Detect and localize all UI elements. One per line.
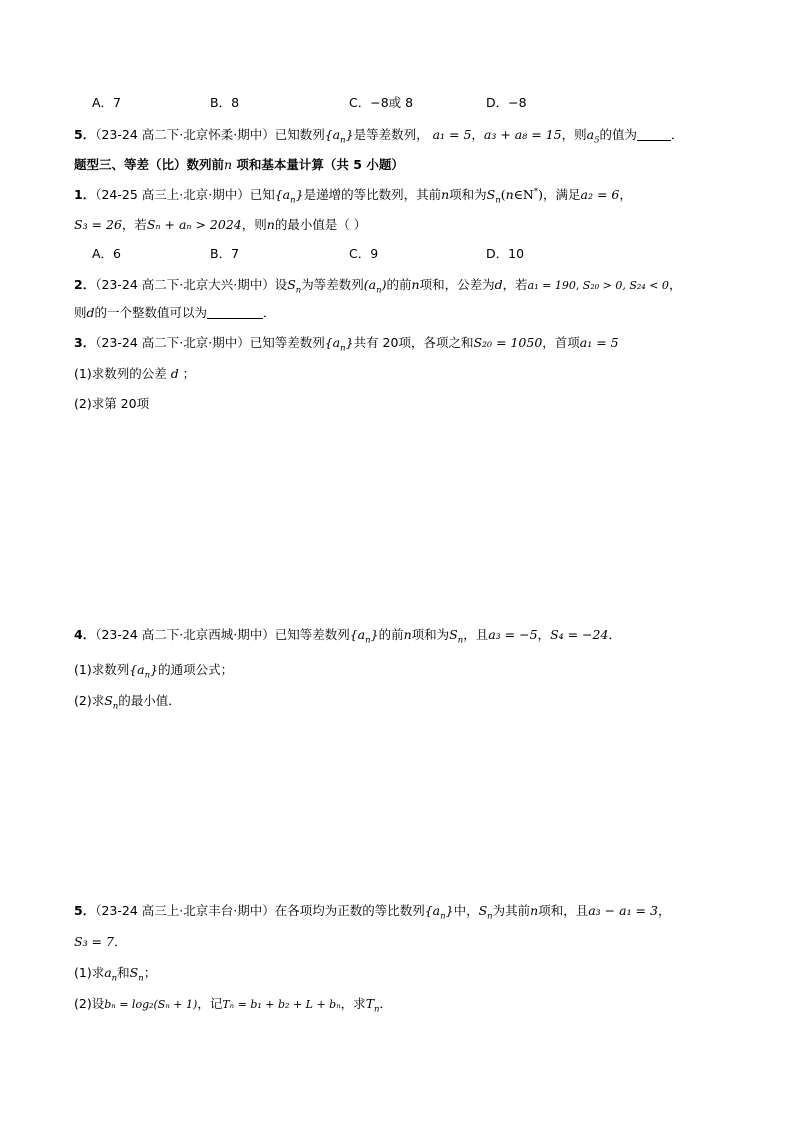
q5a-cond2: a₃ + a₈ = 15 [483,127,562,142]
question-4-part-1: (1)求数列$\{a_n\}$的通项公式； [74,662,234,681]
question-1-line-1: 1．（24-25 高三上·北京·期中）已知$\{a_n\}$是递增的等比数列，其前n项和为$S_n(n\in N^*)$，满足a₂ = 6， [74,186,632,206]
question-4-part-2: (2)求$S_n$的最小值． [74,693,181,712]
question-2-line-1: 2．（23-24 高二下·北京大兴·期中）设$S_n$为等差数列$(a_n)$的前n项和，公差为d，若a₁ = 190, S₂₀ > 0, S₂₄ < 0， [74,277,682,296]
option-a: A．7 [92,95,122,110]
question-3: 3．（23-24 高二下·北京·期中）已知等差数列$\{a_n\}$共有 20项，各项之和S₂₀ = 1050，首项a₁ = 5 [74,335,619,354]
answer-blank [207,306,263,319]
q1-option-b: B．7 [210,246,240,261]
answer-blank [637,128,671,141]
section-title: 题型三、等差（比）数列前n 项和基本量计算（共 5 小题） [74,157,404,172]
question-5b-part-2: (2)设bₙ = log₂(Sₙ + 1)，记Tₙ = b₁ + b₂ + L + bₙ，求$T_n$． [74,996,393,1015]
question-2-line-2: 则d的一个整数值可以为 ． [74,305,276,320]
q5a-cond1: a₁ = 5 [432,127,472,142]
question-3-part-1: (1)求数列的公差 d ； [74,366,196,381]
question-3-part-2: (2)求第 20项 [74,396,150,411]
option-c: C．−8或 8 [349,95,414,110]
question-5b-part-1: (1)求$a_n$和$S_n$； [74,965,157,984]
q1-option-d: D．10 [486,246,525,261]
question-4: 4．（23-24 高二下·北京西城·期中）已知等差数列$\{a_n\}$的前n项和为$S_n$，且a₃ = −5，S₄ = −24． [74,627,621,646]
q1-option-a: A．6 [92,246,122,261]
question-5b-line-1: 5．（23-24 高三上·北京丰台·期中）在各项均为正数的等比数列$\{a_n\}$中，$S_n$为其前n项和，且a₃ − a₁ = 3， [74,903,671,922]
question-5a: 5．（23-24 高二下·北京怀柔·期中）已知数列$\{a_n\}$是等差数列， a₁ = 5，a₃ + a₈ = 15，则$a_5$的值为 ． [74,127,684,146]
question-5b-line-2: S₃ = 7． [74,934,127,949]
question-1-line-2: S₃ = 26，若Sₙ + aₙ > 2024，则n的最小值是（ ） [74,217,367,232]
q1-option-c: C．9 [349,246,379,261]
option-b: B．8 [210,95,240,110]
option-d: D．−8 [486,95,527,110]
